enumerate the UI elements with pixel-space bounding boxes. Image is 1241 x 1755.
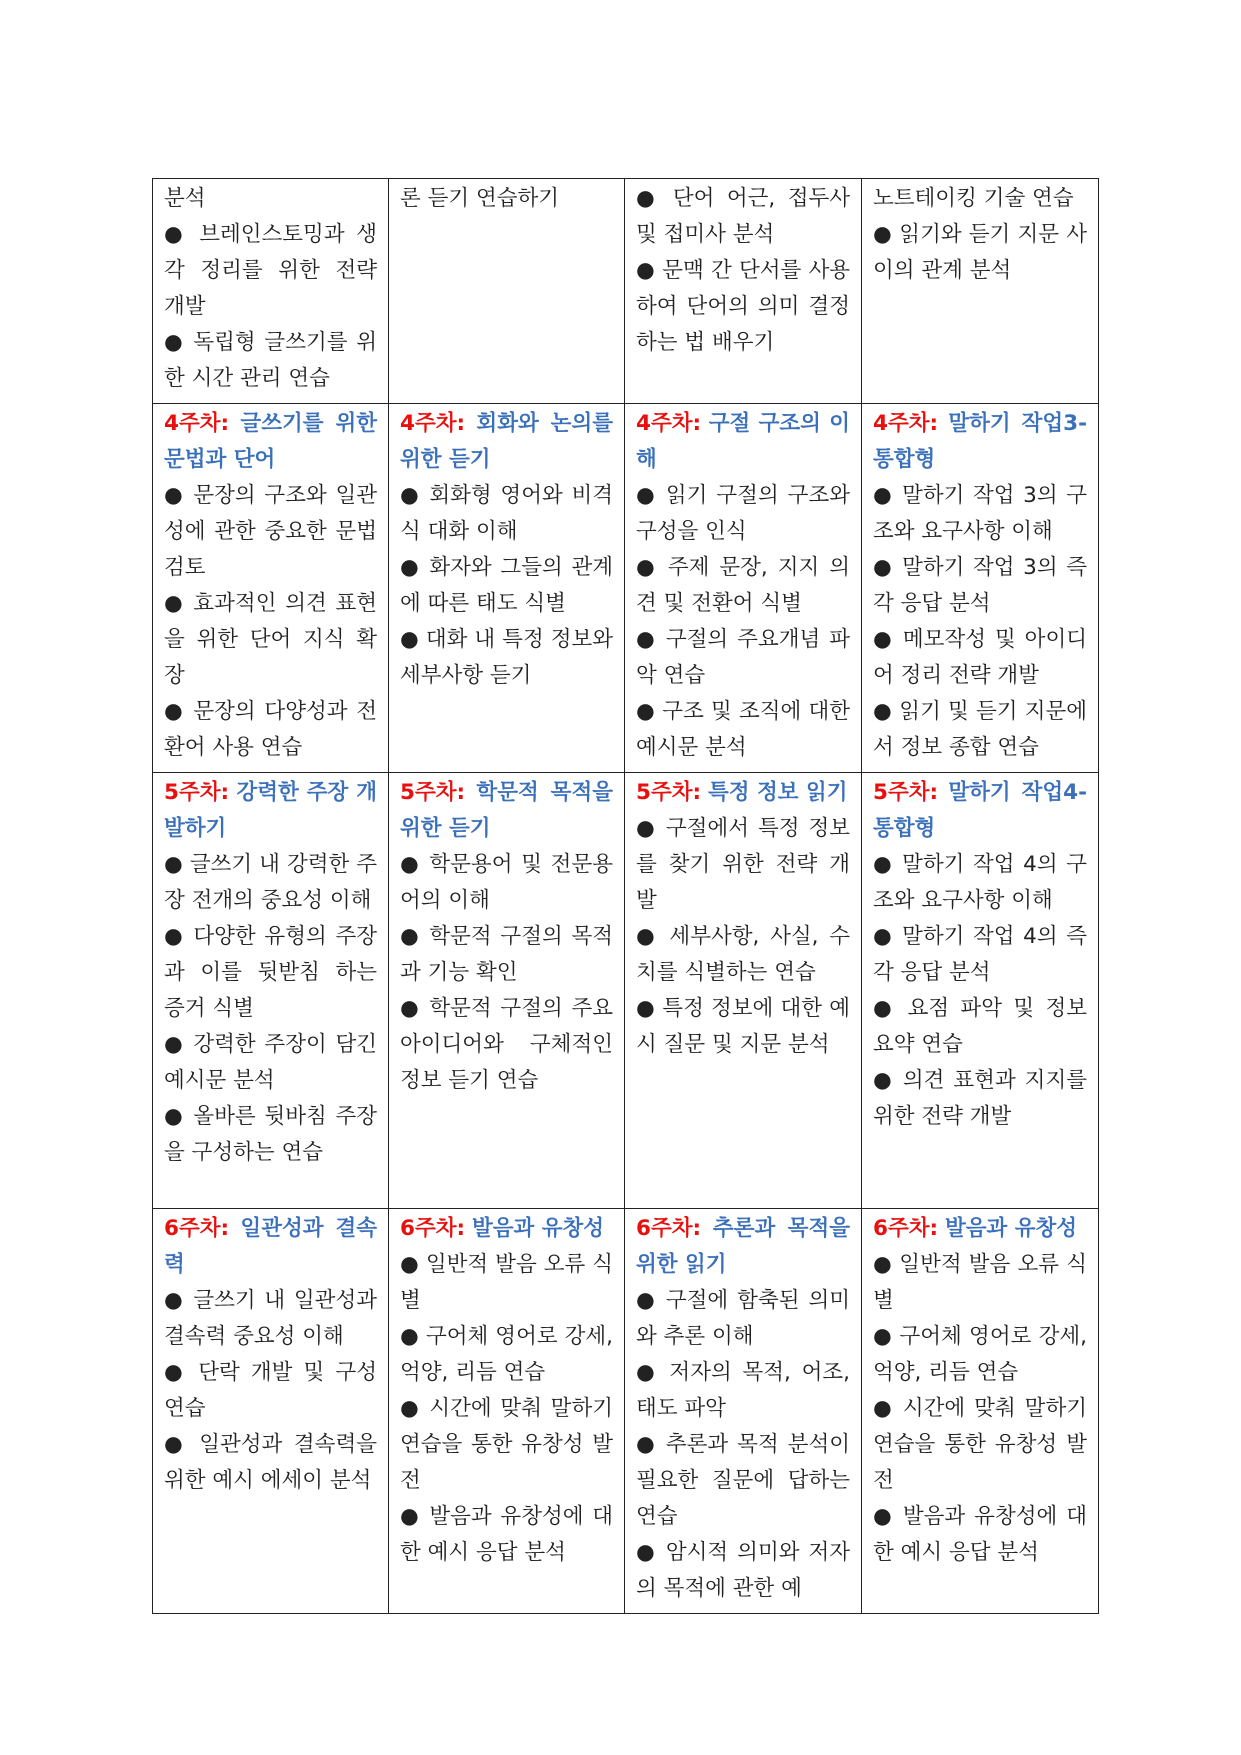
cell-line: ● 세부사항, 사실, 수치를 식별하는 연습	[636, 924, 850, 985]
table-cell	[153, 1209, 389, 1614]
curriculum-table-body	[153, 179, 1099, 1614]
cell-line: ● 일반적 발음 오류 식별	[873, 1252, 1087, 1313]
topic-title: 학문적 목적을 위한 듣기	[400, 780, 613, 841]
cell-line: ● 학문적 구절의 목적과 기능 확인	[400, 924, 613, 985]
table-cell	[862, 179, 1099, 404]
week-label: 5주차:	[400, 780, 466, 805]
table-cell	[862, 773, 1099, 1209]
cell-line: ● 구절에서 특정 정보를 찾기 위한 전략 개발	[636, 816, 850, 913]
cell-line: ● 구절의 주요개념 파악 연습	[636, 627, 850, 688]
week-label: 4주차:	[873, 411, 939, 436]
cell-line: ● 저자의 목적, 어조, 태도 파악	[636, 1360, 850, 1421]
topic-title: 발음과 유창성	[944, 1216, 1078, 1241]
cell-line: ● 단락 개발 및 구성 연습	[164, 1360, 377, 1421]
table-row	[153, 179, 1099, 404]
week-label: 5주차:	[873, 780, 939, 805]
cell-line: ● 메모작성 및 아이디어 정리 전략 개발	[873, 627, 1087, 688]
topic-title: 일관성과 결속력	[164, 1216, 377, 1277]
cell-heading	[164, 1211, 377, 1283]
cell-heading	[873, 775, 1087, 847]
cell-heading	[636, 406, 850, 478]
cell-heading	[636, 1211, 850, 1283]
week-label: 4주차:	[164, 411, 230, 436]
topic-title: 발음과 유창성	[471, 1216, 605, 1241]
topic-title: 특정 정보 읽기	[707, 780, 848, 805]
cell-line: 론 듣기 연습하기	[400, 186, 560, 211]
cell-line: ● 글쓰기 내 강력한 주장 전개의 중요성 이해	[164, 852, 377, 913]
cell-line: ● 말하기 작업 4의 즉각 응답 분석	[873, 924, 1087, 985]
table-cell	[153, 179, 389, 404]
topic-title: 회화와 논의를 위한 듣기	[400, 411, 613, 472]
cell-line: ● 다양한 유형의 주장과 이를 뒷받침 하는 증거 식별	[164, 924, 377, 1021]
cell-line: ● 화자와 그들의 관계에 따른 태도 식별	[400, 555, 613, 616]
table-row	[153, 773, 1099, 1209]
cell-line: ● 요점 파악 및 정보 요약 연습	[873, 996, 1087, 1057]
cell-heading	[873, 1211, 1087, 1247]
week-label: 4주차:	[400, 411, 466, 436]
cell-heading	[400, 775, 613, 847]
cell-line: 분석	[164, 186, 206, 211]
table-row	[153, 404, 1099, 773]
cell-line: 노트테이킹 기술 연습	[873, 186, 1074, 211]
cell-line: ● 독립형 글쓰기를 위한 시간 관리 연습	[164, 330, 377, 391]
cell-line: ● 학문용어 및 전문용어의 이해	[400, 852, 613, 913]
cell-line: ● 발음과 유창성에 대한 예시 응답 분석	[873, 1504, 1087, 1565]
week-label: 6주차:	[400, 1216, 466, 1241]
week-label: 5주차:	[636, 780, 702, 805]
cell-line: ● 효과적인 의견 표현을 위한 단어 지식 확장	[164, 591, 377, 688]
cell-line: ● 문장의 다양성과 전환어 사용 연습	[164, 699, 377, 760]
cell-line: ● 읽기 및 듣기 지문에서 정보 종합 연습	[873, 699, 1087, 760]
table-cell	[625, 179, 862, 404]
week-label: 5주차:	[164, 780, 230, 805]
cell-line: ● 구절에 함축된 의미와 추론 이해	[636, 1288, 850, 1349]
cell-line: ● 시간에 맞춰 말하기 연습을 통한 유창성 발전	[400, 1396, 613, 1493]
topic-title: 구절 구조의 이해	[636, 411, 850, 472]
cell-line: ● 글쓰기 내 일관성과 결속력 중요성 이해	[164, 1288, 377, 1349]
table-cell	[389, 179, 625, 404]
cell-line: ● 추론과 목적 분석이 필요한 질문에 답하는 연습	[636, 1432, 850, 1529]
table-cell	[389, 1209, 625, 1614]
cell-line: ● 구조 및 조직에 대한 예시문 분석	[636, 699, 850, 760]
cell-line: ● 말하기 작업 3의 즉각 응답 분석	[873, 555, 1087, 616]
cell-line: ● 브레인스토밍과 생각 정리를 위한 전략 개발	[164, 222, 377, 319]
cell-line: ● 강력한 주장이 담긴 예시문 분석	[164, 1032, 377, 1093]
table-cell	[153, 773, 389, 1209]
cell-line: ● 대화 내 특정 정보와 세부사항 듣기	[400, 627, 613, 688]
table-cell	[625, 1209, 862, 1614]
week-label: 6주차:	[636, 1216, 702, 1241]
cell-line: ● 발음과 유창성에 대한 예시 응답 분석	[400, 1504, 613, 1565]
table-cell	[625, 773, 862, 1209]
cell-line: ● 일반적 발음 오류 식별	[400, 1252, 613, 1313]
cell-line: ● 구어체 영어로 강세, 억양, 리듬 연습	[400, 1324, 613, 1385]
topic-title: 강력한 주장 개발하기	[164, 780, 377, 841]
cell-heading	[636, 775, 850, 811]
cell-heading	[164, 775, 377, 847]
cell-line: ● 일관성과 결속력을 위한 예시 에세이 분석	[164, 1432, 377, 1493]
cell-line: ● 주제 문장, 지지 의견 및 전환어 식별	[636, 555, 850, 616]
curriculum-table	[152, 178, 1099, 1614]
cell-line: ● 회화형 영어와 비격식 대화 이해	[400, 483, 613, 544]
cell-line: ● 읽기 구절의 구조와 구성을 인식	[636, 483, 850, 544]
week-label: 4주차:	[636, 411, 702, 436]
cell-line: ● 의견 표현과 지지를 위한 전략 개발	[873, 1068, 1087, 1129]
week-label: 6주차:	[164, 1216, 230, 1241]
cell-heading	[400, 1211, 613, 1247]
table-cell	[389, 404, 625, 773]
topic-title: 말하기 작업3-통합형	[873, 411, 1087, 472]
table-cell	[862, 1209, 1099, 1614]
cell-line: ● 읽기와 듣기 지문 사이의 관계 분석	[873, 222, 1087, 283]
cell-line: ● 문장의 구조와 일관성에 관한 중요한 문법 검토	[164, 483, 377, 580]
table-cell	[153, 404, 389, 773]
table-cell	[625, 404, 862, 773]
cell-line: ● 학문적 구절의 주요 아이디어와 구체적인 정보 듣기 연습	[400, 996, 613, 1093]
topic-title: 글쓰기를 위한 문법과 단어	[164, 411, 377, 472]
cell-line: ● 문맥 간 단서를 사용하여 단어의 의미 결정하는 법 배우기	[636, 258, 850, 355]
table-row	[153, 1209, 1099, 1614]
cell-heading	[400, 406, 613, 478]
table-cell	[389, 773, 625, 1209]
cell-line: ● 구어체 영어로 강세, 억양, 리듬 연습	[873, 1324, 1087, 1385]
week-label: 6주차:	[873, 1216, 939, 1241]
topic-title: 말하기 작업4-통합형	[873, 780, 1087, 841]
cell-line: ● 올바른 뒷바침 주장을 구성하는 연습	[164, 1104, 377, 1165]
cell-line: ● 암시적 의미와 저자의 목적에 관한 예	[636, 1540, 850, 1601]
cell-heading	[164, 406, 377, 478]
cell-line: ● 시간에 맞춰 말하기 연습을 통한 유창성 발전	[873, 1396, 1087, 1493]
table-cell	[862, 404, 1099, 773]
cell-line: ● 말하기 작업 3의 구조와 요구사항 이해	[873, 483, 1087, 544]
cell-line: ● 특정 정보에 대한 예시 질문 및 지문 분석	[636, 996, 850, 1057]
cell-heading	[873, 406, 1087, 478]
cell-line: ● 말하기 작업 4의 구조와 요구사항 이해	[873, 852, 1087, 913]
topic-title: 추론과 목적을 위한 읽기	[636, 1216, 850, 1277]
cell-line: ● 단어 어근, 접두사 및 접미사 분석	[636, 186, 850, 247]
